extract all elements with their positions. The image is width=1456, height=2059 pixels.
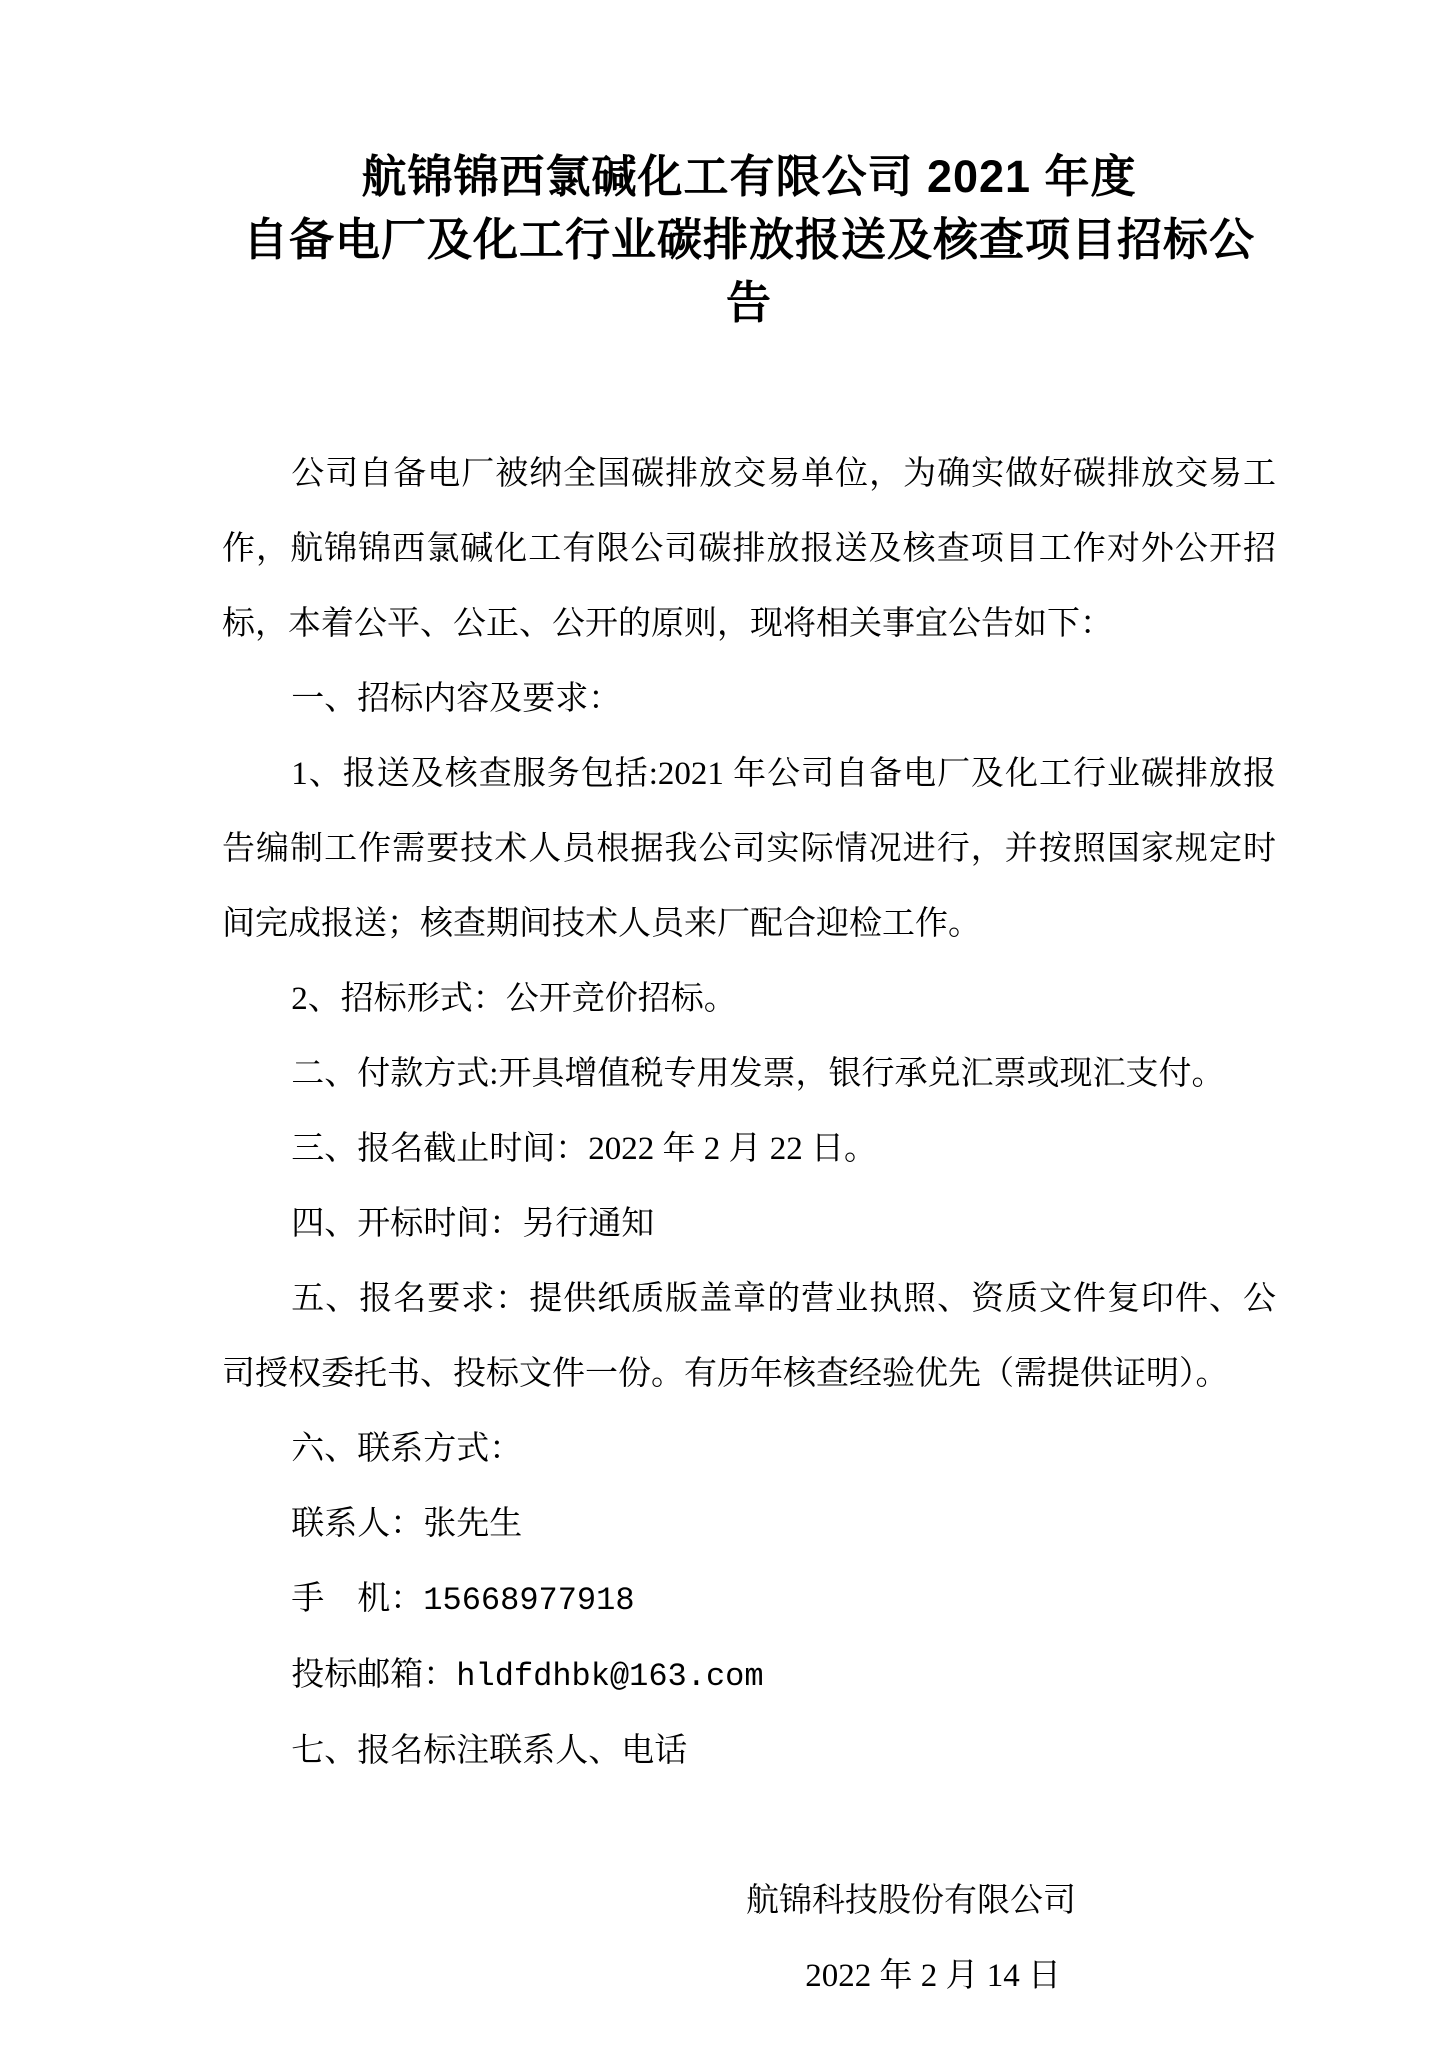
intro-paragraph: 公司自备电厂被纳全国碳排放交易单位，为确实做好碳排放交易工作，航锦锦西氯碱化工有限公司碳排放报送及核查项目工作对外公开招标，本着公平、公正、公开的原则，现将相关事宜公告如下： [222,456,1276,642]
section-1-item-1: 1、报送及核查服务包括:2021 年公司自备电厂及化工行业碳排放报告编制工作需要技术人员根据我公司实际情况进行，并按照国家规定时间完成报送；核查期间技术人员来厂配合迎检工作。 [222,756,1276,942]
signature-company: 航锦科技股份有限公司 [746,1883,1076,1919]
section-6-heading: 六、联系方式： [291,1431,523,1467]
document-body [222,437,1276,2014]
contact-email-value: hldfdhbk@163.com [456,1658,764,1695]
contact-person-row [222,1487,1276,1562]
section-1-heading: 一、招标内容及要求： [291,681,622,717]
section-1-item-2: 2、招标形式：公开竞价招标。 [291,981,737,1017]
section-2-payment: 二、付款方式:开具增值税专用发票，银行承兑汇票或现汇支付。 [291,1056,1225,1092]
title-line-2: 自备电厂及化工行业碳排放报送及核查项目招标公告 [242,214,1255,328]
contact-person-value: 张先生 [423,1506,523,1542]
section-3-deadline: 三、报名截止时间：2022 年 2 月 22 日。 [291,1131,878,1167]
section-5-requirements: 五、报名要求：提供纸质版盖章的营业执照、资质文件复印件、公司授权委托书、投标文件一份。有历年核查经验优先（需提供证明）。 [222,1281,1276,1392]
signature-date: 2022 年 2 月 14 日 [805,1958,1061,1994]
title-line-1: 航锦锦西氯碱化工有限公司 2021 年度 [361,151,1137,202]
contact-phone-label: 手 机： [291,1581,424,1617]
document-title [222,145,1276,334]
contact-phone-row [222,1562,1276,1638]
section-4-opening-time: 四、开标时间：另行通知 [291,1206,655,1242]
contact-email-row [222,1638,1276,1714]
contact-email-label: 投标邮箱： [291,1657,457,1693]
contact-person-label: 联系人： [291,1506,424,1542]
section-7-note: 七、报名标注联系人、电话 [291,1733,688,1769]
contact-phone-value: 15668977918 [423,1582,635,1619]
